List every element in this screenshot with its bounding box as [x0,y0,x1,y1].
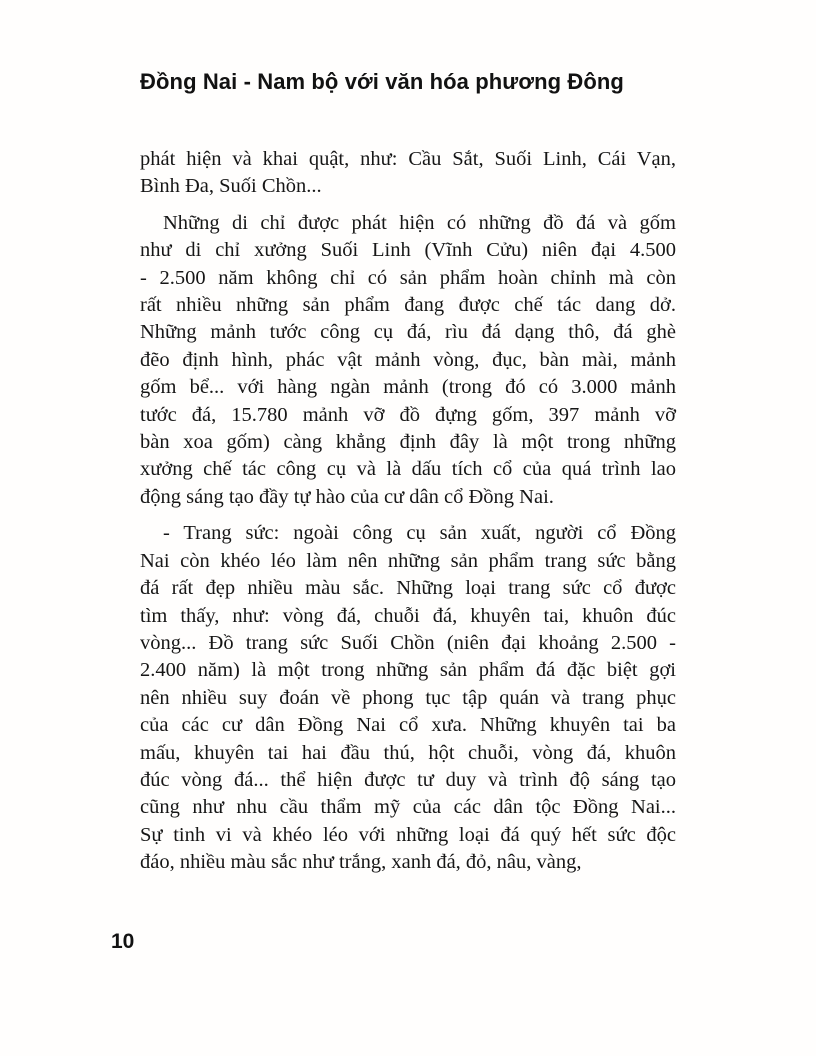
paragraph [140,146,676,201]
text-line: động sáng tạo đầy tự hào của cư dân cổ Đồng Nai. [140,485,554,508]
text-line: đúc vòng đá... thể hiện được tư duy và trình độ sáng tạo [140,768,676,791]
text-line: đá rất đẹp nhiều màu sắc. Những loại trang sức cổ được [140,577,676,600]
text-line: gốm bể... với hàng ngàn mảnh (trong đó có 3.000 mảnh [140,376,676,399]
text-line: - 2.500 năm không chỉ có sản phẩm hoàn chỉnh mà còn [140,266,676,289]
text-line: của các cư dân Đồng Nai cổ xưa. Những khuyên tai ba [140,714,676,737]
text-line: Những mảnh tước công cụ đá, rìu đá dạng thô, đá ghè [140,321,676,344]
text-line: phát hiện và khai quật, như: Cầu Sắt, Suối Linh, Cái Vạn, [140,148,676,170]
text-block [140,146,676,886]
text-line: rất nhiều những sản phẩm đang được chế tác dang dở. [140,294,676,317]
page-number: 10 [111,930,135,953]
text-line: 2.400 năm) là một trong những sản phẩm đá đặc biệt gợi [140,659,676,682]
text-line: nên nhiều suy đoán về phong tục tập quán và trang phục [140,686,676,709]
text-line: Những di chỉ được phát hiện có những đồ đá và gốm [163,211,676,234]
text-line: Sự tinh vi và khéo léo với những loại đá quý hết sức độc [140,823,676,846]
text-line: - Trang sức: ngoài công cụ sản xuất, người cổ Đồng [163,522,676,545]
text-line: Nai còn khéo léo làm nên những sản phẩm trang sức bằng [140,549,676,572]
text-line: đẽo định hình, phác vật mảnh vòng, đục, bàn mài, mảnh [140,348,676,371]
text-line: mấu, khuyên tai hai đầu thú, hột chuỗi, vòng đá, khuôn [140,741,676,764]
text-line: đáo, nhiều màu sắc như trắng, xanh đá, đỏ, nâu, vàng, [140,851,582,874]
running-header: Đồng Nai - Nam bộ với văn hóa phương Đông [140,69,624,94]
paragraph [140,210,676,511]
text-line: tước đá, 15.780 mảnh vỡ đồ đựng gốm, 397 mảnh vỡ [140,403,676,426]
paragraph [140,520,676,876]
text-line: xưởng chế tác công cụ và là dấu tích cổ của quá trình lao [140,458,676,481]
text-line: tìm thấy, như: vòng đá, chuỗi đá, khuyên tai, khuôn đúc [140,604,676,627]
text-line: cũng như nhu cầu thẩm mỹ của các dân tộc Đồng Nai... [140,796,676,819]
text-line: bàn xoa gốm) càng khẳng định đây là một trong những [140,431,676,454]
text-line: Bình Đa, Suối Chồn... [140,175,322,198]
text-line: vòng... Đồ trang sức Suối Chồn (niên đại khoảng 2.500 - [140,631,676,654]
text-line: như di chỉ xưởng Suối Linh (Vĩnh Cửu) niên đại 4.500 [140,239,676,262]
